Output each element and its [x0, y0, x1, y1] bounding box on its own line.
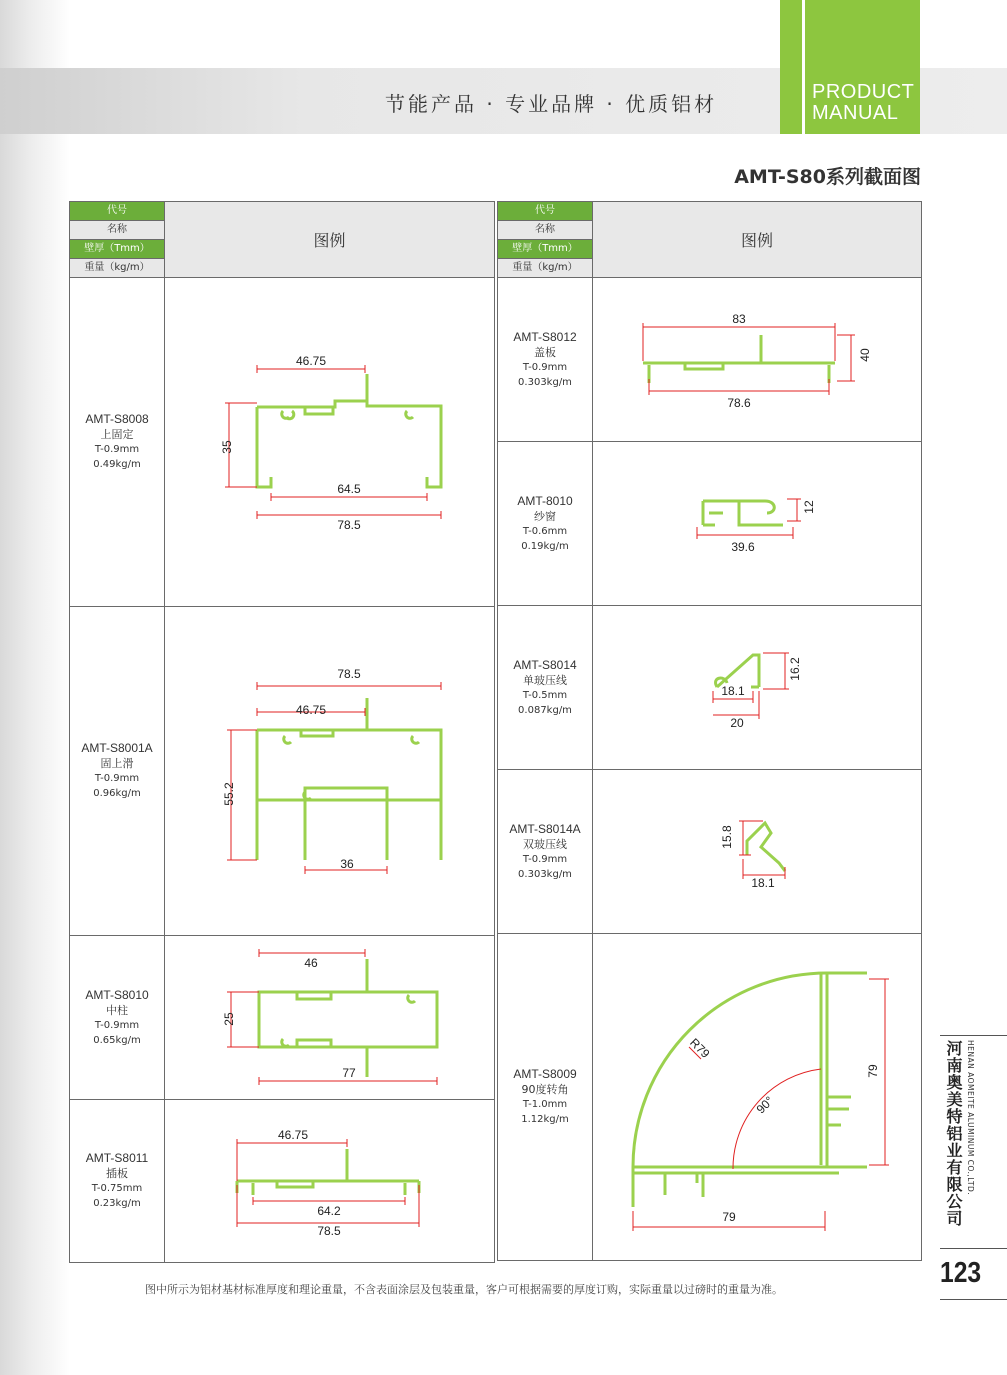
- page-divider-bottom: [940, 1299, 1007, 1300]
- product-thickness: T-0.9mm: [522, 361, 568, 373]
- profile-figure: [165, 607, 495, 936]
- manual-label: [812, 82, 914, 124]
- series-title: AMT-S80系列截面图: [734, 166, 921, 188]
- product-info: [498, 606, 593, 770]
- product-thickness: T-0.75mm: [91, 1183, 143, 1194]
- profile-figure: [165, 278, 495, 607]
- product-name: 盖板: [534, 345, 556, 359]
- product-thickness: T-0.9mm: [94, 773, 140, 784]
- product-info: [498, 770, 593, 934]
- profile-figure: [593, 606, 922, 770]
- profile-drawing-s8008: [165, 279, 493, 606]
- profile-drawing-s8014a: [593, 771, 920, 933]
- product-manual-badge: [780, 0, 920, 134]
- product-name: 固上滑: [100, 757, 134, 770]
- footnote: 图中所示为铝材基材标准厚度和理论重量，不含表面涂层及包装重量，客户可根据需要的厚度订购，实际重量以过磅时的重量为准。: [145, 1283, 783, 1296]
- product-code: AMT-S8010: [85, 987, 149, 1002]
- badge-stripe: [802, 0, 805, 134]
- page-number: 123: [940, 1257, 982, 1289]
- product-weight: 0.19kg/m: [521, 540, 569, 552]
- company-block: [942, 1036, 1004, 1241]
- table-row: [70, 936, 495, 1100]
- profile-drawing-s8014: [593, 607, 920, 769]
- product-weight: 0.65kg/m: [93, 1034, 141, 1046]
- product-code: AMT-S8008: [85, 412, 149, 426]
- header-weight: 重量（kg/m）: [498, 259, 593, 278]
- product-name: 上固定: [100, 428, 134, 441]
- dim-width-top: 46.75: [277, 1127, 309, 1142]
- right-spec-table: [497, 201, 922, 1261]
- product-name: 纱窗: [534, 509, 556, 523]
- profile-figure: [593, 770, 922, 934]
- header-name: 名称: [498, 221, 593, 240]
- product-info: [70, 607, 165, 936]
- header-thickness: 壁厚（Tmm）: [70, 240, 165, 259]
- product-thickness: T-1.0mm: [522, 1099, 568, 1110]
- manual-line-2: MANUAL: [812, 102, 899, 124]
- product-name: 单玻压线: [523, 673, 567, 687]
- profile-drawing-s8010-screen: [593, 443, 920, 605]
- table-row: [70, 607, 495, 936]
- dim-total-width: 77: [342, 1065, 356, 1080]
- profile-drawing-s8010: [165, 937, 493, 1099]
- dim-width: 18.1: [751, 875, 775, 890]
- product-code: AMT-S8009: [513, 1067, 577, 1081]
- header-code: 代号: [70, 202, 165, 221]
- dim-total-width: 78.5: [317, 1223, 341, 1238]
- dim-width: 79: [722, 1209, 736, 1224]
- product-code: AMT-S8014: [513, 657, 577, 672]
- profile-drawing-s8012: [593, 279, 920, 441]
- profile-drawing-s8001a: [165, 608, 493, 935]
- table-row: [498, 606, 922, 770]
- dim-radius: R79: [687, 1034, 713, 1061]
- product-name: 插板: [106, 1167, 128, 1180]
- header-name: 名称: [70, 221, 165, 240]
- dim-width-top: 46.75: [295, 702, 327, 717]
- header-figure: 图例: [165, 202, 495, 278]
- profile-figure: [593, 442, 922, 606]
- product-info: [498, 278, 593, 442]
- company-name-cn: 河南奥美特铝业有限公司: [944, 1040, 963, 1227]
- product-thickness: T-0.5mm: [522, 689, 568, 701]
- header-weight: 重量（kg/m）: [70, 259, 165, 278]
- product-info: [70, 1100, 165, 1263]
- product-name: 双玻压线: [523, 837, 567, 851]
- product-thickness: T-0.9mm: [522, 853, 568, 865]
- product-code: AMT-S8011: [85, 1151, 149, 1165]
- page-edge-shade: [0, 0, 70, 1375]
- dim-angle: 90°: [753, 1093, 777, 1116]
- dim-height: 35: [220, 439, 234, 454]
- profile-drawing-s8009: [593, 935, 920, 1260]
- product-code: AMT-S8001A: [81, 741, 153, 755]
- dim-height: 79: [866, 1063, 880, 1078]
- product-code: AMT-8010: [517, 493, 573, 508]
- dim-height: 12: [802, 499, 816, 514]
- product-info: [498, 934, 593, 1261]
- dim-height: 25: [222, 1011, 236, 1026]
- product-info: [70, 936, 165, 1100]
- page-divider-top: [940, 1248, 1007, 1249]
- product-weight: 0.303kg/m: [518, 868, 572, 880]
- dim-inner-width: 64.5: [337, 481, 361, 496]
- table-row: [498, 934, 922, 1261]
- table-row: [70, 278, 495, 607]
- product-code: AMT-S8012: [513, 329, 577, 344]
- dim-inner-width: 18.1: [721, 683, 745, 698]
- company-name-en: HENAN AOMEITE ALUMINUM CO.,LTD.: [966, 1040, 975, 1196]
- dim-total-width: 78.5: [337, 666, 361, 681]
- table-row: [70, 1100, 495, 1263]
- dim-width-top: 46: [304, 955, 318, 970]
- product-name: 中柱: [106, 1003, 128, 1017]
- product-weight: 0.49kg/m: [93, 459, 141, 470]
- product-info: [498, 442, 593, 606]
- dim-inner-width: 36: [340, 856, 354, 871]
- product-weight: 0.96kg/m: [93, 788, 141, 799]
- table-row: [498, 770, 922, 934]
- dim-inner-width: 78.6: [727, 395, 751, 410]
- product-weight: 1.12kg/m: [521, 1114, 569, 1125]
- profile-figure: [165, 936, 495, 1100]
- slogan: 节能产品 · 专业品牌 · 优质铝材: [385, 92, 718, 116]
- product-name: 90度转角: [521, 1083, 569, 1096]
- product-weight: 0.23kg/m: [93, 1198, 141, 1209]
- dim-height: 16.2: [788, 656, 802, 681]
- table-row: [498, 278, 922, 442]
- dim-inner-width: 64.2: [317, 1203, 341, 1218]
- header-figure: 图例: [593, 202, 922, 278]
- manual-line-1: PRODUCT: [812, 81, 915, 103]
- left-spec-table: [69, 201, 495, 1263]
- profile-drawing-s8011: [165, 1101, 493, 1262]
- dim-total-width: 20: [730, 715, 744, 730]
- dim-total-width: 78.5: [337, 517, 361, 532]
- product-thickness: T-0.9mm: [94, 444, 140, 455]
- dim-height: 55.2: [222, 781, 236, 806]
- product-info: [70, 278, 165, 607]
- table-row: [498, 442, 922, 606]
- dim-height: 15.8: [720, 824, 734, 849]
- header-thickness: 壁厚（Tmm）: [498, 240, 593, 259]
- dim-width: 39.6: [731, 539, 755, 554]
- product-thickness: T-0.9mm: [94, 1019, 140, 1031]
- product-code: AMT-S8014A: [509, 821, 581, 836]
- dim-height: 40: [858, 347, 872, 362]
- profile-figure: [165, 1100, 495, 1263]
- profile-figure: [593, 934, 922, 1261]
- profile-figure: [593, 278, 922, 442]
- product-weight: 0.303kg/m: [518, 376, 572, 388]
- header-code: 代号: [498, 202, 593, 221]
- dim-width-top: 46.75: [295, 353, 327, 368]
- product-thickness: T-0.6mm: [522, 525, 568, 537]
- product-weight: 0.087kg/m: [518, 704, 572, 716]
- dim-total-width: 83: [732, 311, 746, 326]
